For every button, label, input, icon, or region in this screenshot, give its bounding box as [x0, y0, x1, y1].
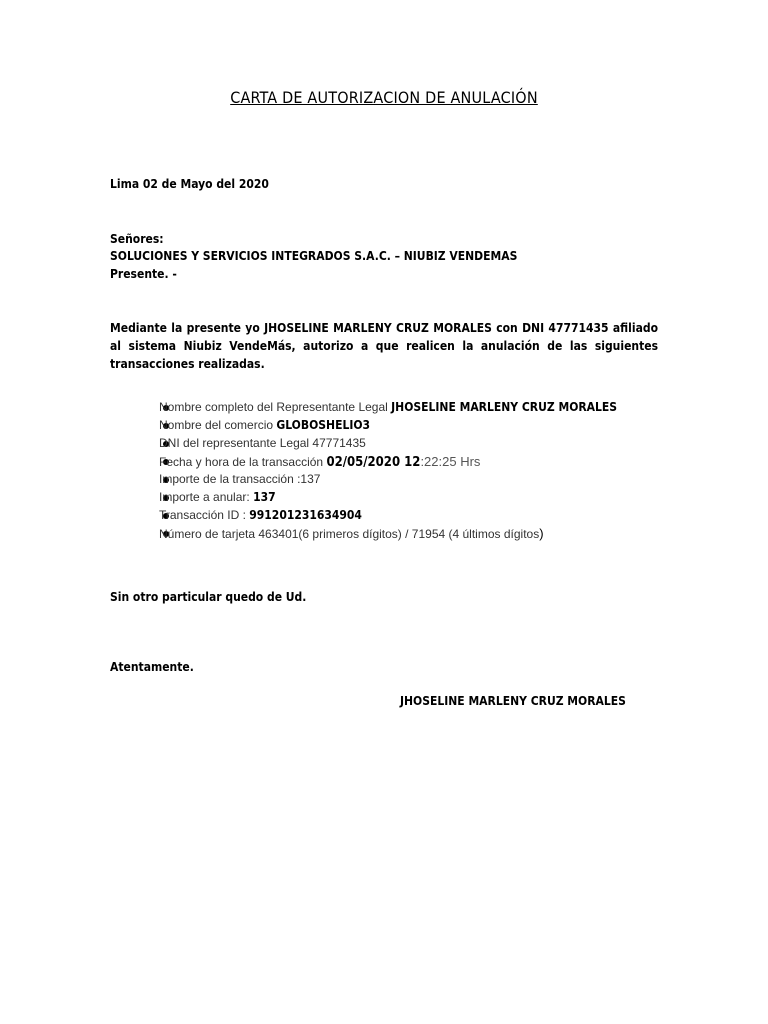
- item-label: Nombre completo del Representante Legal: [159, 400, 392, 414]
- item-value: 137: [253, 490, 276, 504]
- regards-line: Atentamente.: [110, 660, 194, 674]
- item-label: DNI del representante Legal 47771435: [159, 436, 366, 450]
- salutation: Señores:: [110, 232, 164, 246]
- item-suffix: :22:25 Hrs: [420, 454, 481, 469]
- presente-line: Presente. -: [110, 267, 177, 281]
- item-value: GLOBOSHELIO3: [276, 418, 371, 432]
- item-label: Fecha y hora de la transacción: [159, 455, 327, 469]
- item-value: JHOSELINE MARLENY CRUZ MORALES: [391, 400, 618, 414]
- item-suffix: ): [539, 526, 544, 541]
- item-label: Importe de la transacción :137: [159, 472, 321, 486]
- item-label: Transacción ID :: [159, 508, 250, 522]
- date-line: Lima 02 de Mayo del 2020: [110, 177, 269, 191]
- addressee-company: SOLUCIONES Y SERVICIOS INTEGRADOS S.A.C. – NIUBIZ VENDEMAS: [110, 249, 518, 263]
- signature-name: JHOSELINE MARLENY CRUZ MORALES: [400, 694, 626, 708]
- item-label: Nombre del comercio: [159, 418, 277, 432]
- document-title: CARTA DE AUTORIZACION DE ANULACIÓN: [230, 88, 538, 107]
- item-value: 02/05/2020 12: [326, 455, 421, 470]
- closing-line: Sin otro particular quedo de Ud.: [110, 590, 307, 604]
- item-value: 991201231634904: [249, 508, 362, 522]
- item-label: Importe a anular:: [159, 490, 254, 504]
- body-paragraph: Mediante la presente yo JHOSELINE MARLENY CRUZ MORALES con DNI 47771435 afiliado al sistema Niubiz VendeMás, autorizo a que realicen la anulación de las siguientes transacciones realizadas.: [110, 321, 658, 371]
- item-label: Número de tarjeta 463401(6 primeros dígitos) / 71954 (4 últimos dígitos: [159, 527, 540, 541]
